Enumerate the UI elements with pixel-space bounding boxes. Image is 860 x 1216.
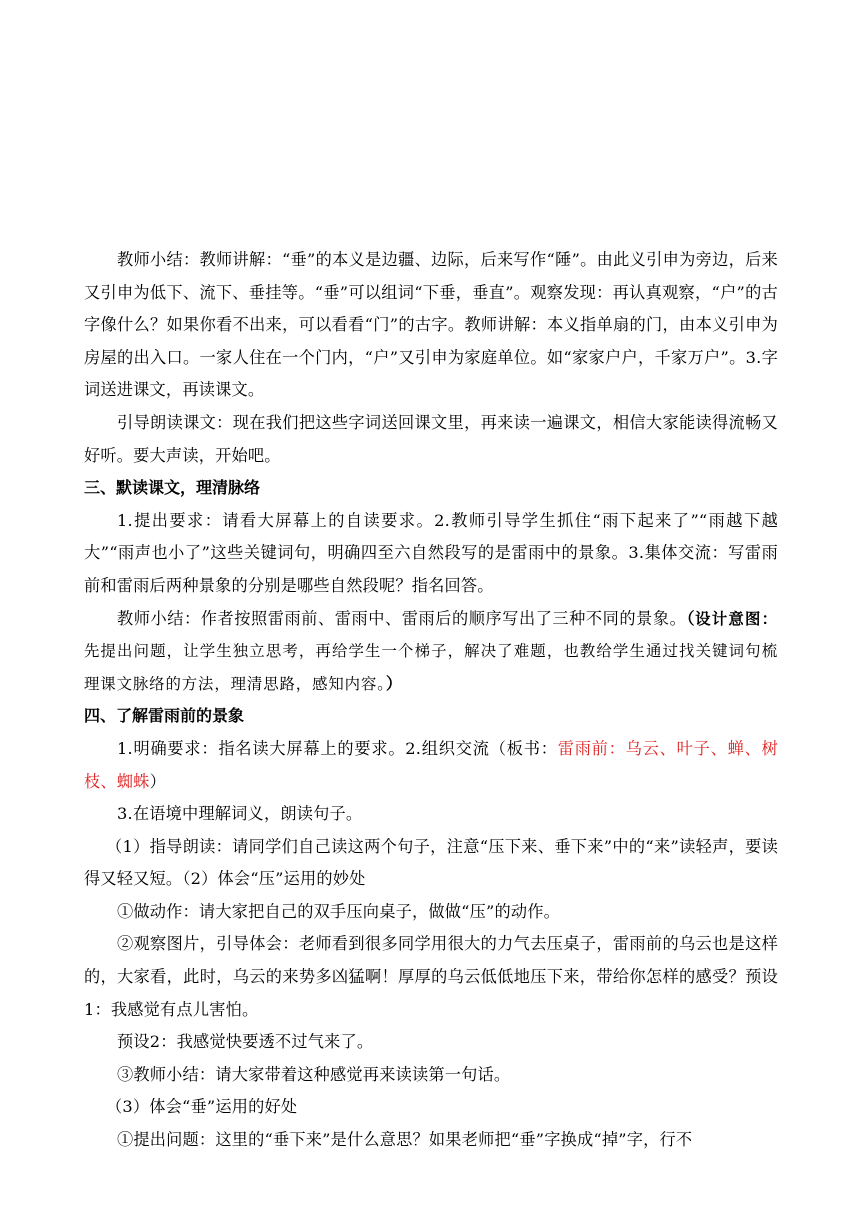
- requirements-text: 1.明确要求：指名读大屏幕上的要求。2.组织交流（板书：: [117, 738, 558, 758]
- paragraph-requirements: [84, 733, 778, 798]
- paragraph-action: ①做动作：请大家把自己的双手压向桌子，做做“压”的动作。: [117, 901, 561, 921]
- design-open-paren: （: [686, 608, 696, 628]
- paragraph-question: ①提出问题：这里的“垂下来”是什么意思？如果老师把“垂”字换成“掉”字，行不: [117, 1130, 693, 1150]
- summary-text: 教师小结：作者按照雷雨前、雷雨中、雷雨后的顺序写出了三种不同的景象。: [117, 608, 687, 628]
- paragraph-guided-reading: 引导朗读课文：现在我们把这些字词送回课文里，再来读一遍课文，相信大家能读得流畅又好听。要大声读，开始吧。: [84, 412, 778, 465]
- document-body: [84, 244, 778, 1157]
- paragraph-chui-usage: （3）体会“垂”运用的好处: [106, 1097, 298, 1117]
- section-heading-3: 三、默读课文，理清脉络: [84, 478, 261, 498]
- paragraph-observe-picture: ②观察图片，引导体会：老师看到很多同学用很大的力气去压桌子，雷雨前的乌云也是这样的，大家看，此时，乌云的来势多凶猛啊！厚厚的乌云低低地压下来，带给你怎样的感受？预设1：我感觉有点儿害怕。: [84, 934, 778, 1019]
- paragraph-summary-design: [84, 603, 778, 701]
- design-intent-label: 设计意图：: [695, 609, 778, 628]
- design-close-paren: ）: [385, 673, 403, 693]
- requirements-close: ）: [149, 771, 166, 791]
- section-heading-4: 四、了解雷雨前的景象: [84, 706, 245, 726]
- paragraph-teacher-summary-2: ③教师小结：请大家带着这种感觉再来读读第一句话。: [117, 1064, 511, 1084]
- paragraph-reading-guide: （1）指导朗读：请同学们自己读这两个句子，注意“压下来、垂下来”中的“来”读轻声，要读得又轻又短。（2）体会“压”运用的妙处: [84, 836, 778, 889]
- paragraph-context-words: 3.在语境中理解词义，朗读句子。: [117, 804, 363, 824]
- blackboard-notes: 雷雨前：乌云、叶子、蝉、树枝、蜘蛛: [84, 738, 778, 791]
- paragraph-teacher-summary: 教师小结：教师讲解：“垂”的本义是边疆、边际，后来写作“陲”。由此义引申为旁边，后来又引申为低下、流下、垂挂等。“垂”可以组词“下垂，垂直”。观察发现：再认真观察，“户”的古字像什么？如果你看不出来，可以看看“门”的古字。教师讲解：本义指单扇的门，由本义引申为房屋的出入口。一家人住在一个门内，“户”又引申为家庭单位。如“家家户户，千家万户”。3.字词送进课文，再读课文。: [84, 250, 778, 400]
- paragraph-silent-reading: 1.提出要求：请看大屏幕上的自读要求。2.教师引导学生抓住“雨下起来了”“雨越下越大”“雨声也小了”这些关键词句，明确四至六自然段写的是雷雨中的景象。3.集体交流：写雷雨前和雷雨后两种景象的分别是哪些自然段呢？指名回答。: [84, 510, 778, 595]
- paragraph-preset-2: 预设2：我感觉快要透不过气来了。: [117, 1032, 374, 1052]
- design-intent-text: 先提出问题，让学生独立思考，再给学生一个梯子，解决了难题，也教给学生通过找关键词句梳理课文脉络的方法，理清思路，感知内容。: [84, 642, 778, 693]
